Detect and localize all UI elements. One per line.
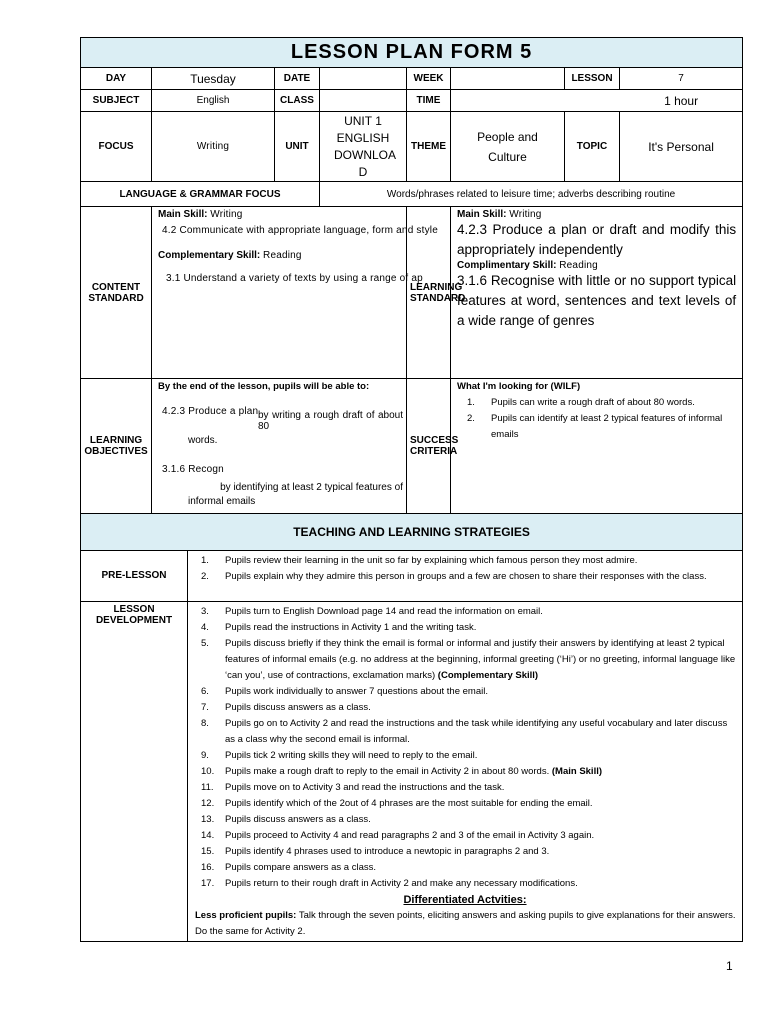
date-value xyxy=(320,68,407,90)
class-value xyxy=(320,90,407,112)
step-item: 13. Pupils discuss answers as a class. xyxy=(201,813,371,825)
objectives-label: LEARNING OBJECTIVES xyxy=(81,379,152,514)
ls-comp-code: 3.1.6 xyxy=(457,273,488,288)
class-label: CLASS xyxy=(275,90,320,112)
time-label: TIME xyxy=(407,90,451,112)
cs-comp-skill-value: Reading xyxy=(263,250,302,261)
strategies-title: TEACHING AND LEARNING STRATEGIES xyxy=(81,514,743,551)
day-value: Tuesday xyxy=(152,68,275,90)
success-criteria-cell xyxy=(451,379,743,514)
objective-2-b: by identifying at least 2 typical features of xyxy=(220,482,403,493)
date-label: DATE xyxy=(275,68,320,90)
step-item: 5. Pupils discuss briefly if they think the email is formal or informal and justify their answers by identifying at least 2 typical features of informal emails (e.g. no address at the beginning, informal greeting (‘Hi’) or no greeting, informal language like ‘can you’, use of contractions, exclamation marks) (Complementary Skill) xyxy=(201,637,736,681)
step-item: 4. Pupils read the instructions in Activity 1 and the writing task. xyxy=(201,621,477,633)
ls-main-text: Produce a plan or draft and modify this appropriately independently xyxy=(457,222,737,257)
cs-main-skill-value: Writing xyxy=(210,209,243,220)
lesson-value: 7 xyxy=(620,68,743,90)
focus-value: Writing xyxy=(152,112,275,182)
success-criteria-item: 2. Pupils can identify at least 2 typical features of informal emails xyxy=(467,413,723,440)
page-title: LESSON PLAN FORM 5 xyxy=(81,38,743,68)
objective-2-a: 3.1.6 Recogn xyxy=(162,464,224,475)
objectives-intro: By the end of the lesson, pupils will be able to: xyxy=(158,381,370,392)
cs-comp-skill-label: Complementary Skill: xyxy=(158,250,261,261)
ls-comp-text: Recognise with little or no support typical features at word, sentences and text levels of a wide range of genres xyxy=(457,273,737,328)
step-item: 14. Pupils proceed to Activity 4 and read paragraphs 2 and 3 of the email in Activity 3 again. xyxy=(201,829,595,841)
step-item: 3. Pupils turn to English Download page 14 and read the information on email. xyxy=(201,605,543,617)
step-item: 7. Pupils discuss answers as a class. xyxy=(201,701,371,713)
content-standard-label: CONTENT STANDARD xyxy=(81,207,152,379)
step-item: 2. Pupils explain why they admire this person in groups and a few are chosen to share their responses with the class. xyxy=(201,571,707,582)
step-item: 6. Pupils work individually to answer 7 questions about the email. xyxy=(201,685,488,697)
page-number: 1 xyxy=(726,959,733,973)
differentiated-activities-title: Differentiated Actvities: xyxy=(403,893,527,906)
ls-comp-skill-label: Complimentary Skill: xyxy=(457,260,557,271)
learning-standard-label: LEARNING STANDARD xyxy=(407,207,451,379)
less-proficient-text: Talk through the seven points, eliciting answers and asking pupils to give explanations for their answers. Do the same for Activity 2. xyxy=(195,909,736,937)
theme-value: People and Culture xyxy=(451,112,565,182)
cs-main-text: 4.2 Communicate with appropriate language, form and style xyxy=(162,225,438,236)
lesson-development-cell xyxy=(188,601,743,941)
step-item: 16. Pupils compare answers as a class. xyxy=(201,861,377,873)
subject-label: SUBJECT xyxy=(81,90,152,112)
step-item: 15. Pupils identify 4 phrases used to introduce a newtopic in paragraphs 2 and 3. xyxy=(201,845,550,857)
strategies-table xyxy=(80,551,743,942)
ls-main-skill-value: Writing xyxy=(509,209,542,220)
pre-lesson-steps xyxy=(191,553,739,585)
pre-lesson-label: PRE-LESSON xyxy=(81,551,188,601)
subject-value: English xyxy=(152,90,275,112)
objective-1-c: words. xyxy=(188,435,218,446)
week-label: WEEK xyxy=(407,68,451,90)
week-value xyxy=(451,68,565,90)
step-item: 10. Pupils make a rough draft to reply to the email in Activity 2 in about 80 words. (Main Skill) xyxy=(201,765,603,777)
focus-label: FOCUS xyxy=(81,112,152,182)
objective-1-a: 4.2.3 Produce a plan xyxy=(162,406,259,417)
success-criteria-item: 1. Pupils can write a rough draft of about 80 words. xyxy=(467,397,695,408)
objective-2-c: informal emails xyxy=(188,496,256,507)
language-focus-value: Words/phrases related to leisure time; adverbs describing routine xyxy=(320,182,743,207)
ls-comp-standard xyxy=(457,271,736,331)
ls-comp-skill-value: Reading xyxy=(559,260,598,271)
lesson-plan xyxy=(80,37,742,942)
pre-lesson-cell xyxy=(188,551,743,601)
step-item: 11. Pupils move on to Activity 3 and read the instructions and the task. xyxy=(201,781,505,793)
lesson-label: LESSON xyxy=(565,68,620,90)
ls-main-skill-label: Main Skill: xyxy=(457,209,507,220)
lesson-plan-table xyxy=(80,37,743,551)
step-item: 1. Pupils review their learning in the unit so far by explaining which famous person they most admire. xyxy=(201,555,638,566)
cs-main-skill-label: Main Skill: xyxy=(158,209,208,220)
ls-main-standard xyxy=(457,220,736,260)
theme-label: THEME xyxy=(407,112,451,182)
less-proficient-label: Less proficient pupils: xyxy=(195,909,297,921)
learning-standard-cell xyxy=(451,207,743,379)
language-focus-label: LANGUAGE & GRAMMAR FOCUS xyxy=(81,182,320,207)
objective-1-b: by writing a rough draft of about 80 xyxy=(258,410,403,432)
objectives-cell xyxy=(152,379,407,514)
step-item: 8. Pupils go on to Activity 2 and read the instructions and the task while identifying any useful vocabulary and later discuss as a class why the second email is informal. xyxy=(201,717,728,745)
wilf-heading: What I'm looking for (WILF) xyxy=(457,381,581,392)
step-item: 12. Pupils identify which of the 2out of 4 phrases are the most suitable for ending the email. xyxy=(201,797,593,809)
lesson-development-label: LESSON DEVELOPMENT xyxy=(81,601,188,941)
less-proficient-note xyxy=(191,908,739,940)
success-criteria-label: SUCCESS CRITERIA xyxy=(407,379,451,514)
success-criteria-list xyxy=(457,395,739,443)
ls-main-code: 4.2.3 xyxy=(457,222,488,237)
cs-comp-text: 3.1 Understand a variety of texts by using a range of ap xyxy=(166,273,423,284)
topic-label: TOPIC xyxy=(565,112,620,182)
development-steps xyxy=(191,604,739,892)
step-item: 17. Pupils return to their rough draft in Activity 2 and make any necessary modifications. xyxy=(201,877,578,889)
unit-label: UNIT xyxy=(275,112,320,182)
day-label: DAY xyxy=(81,68,152,90)
time-value: 1 hour xyxy=(451,90,743,112)
unit-value: UNIT 1 ENGLISH DOWNLOA D xyxy=(320,112,407,182)
topic-value: It's Personal xyxy=(620,112,743,182)
step-item: 9. Pupils tick 2 writing skills they will need to reply to the email. xyxy=(201,749,478,761)
